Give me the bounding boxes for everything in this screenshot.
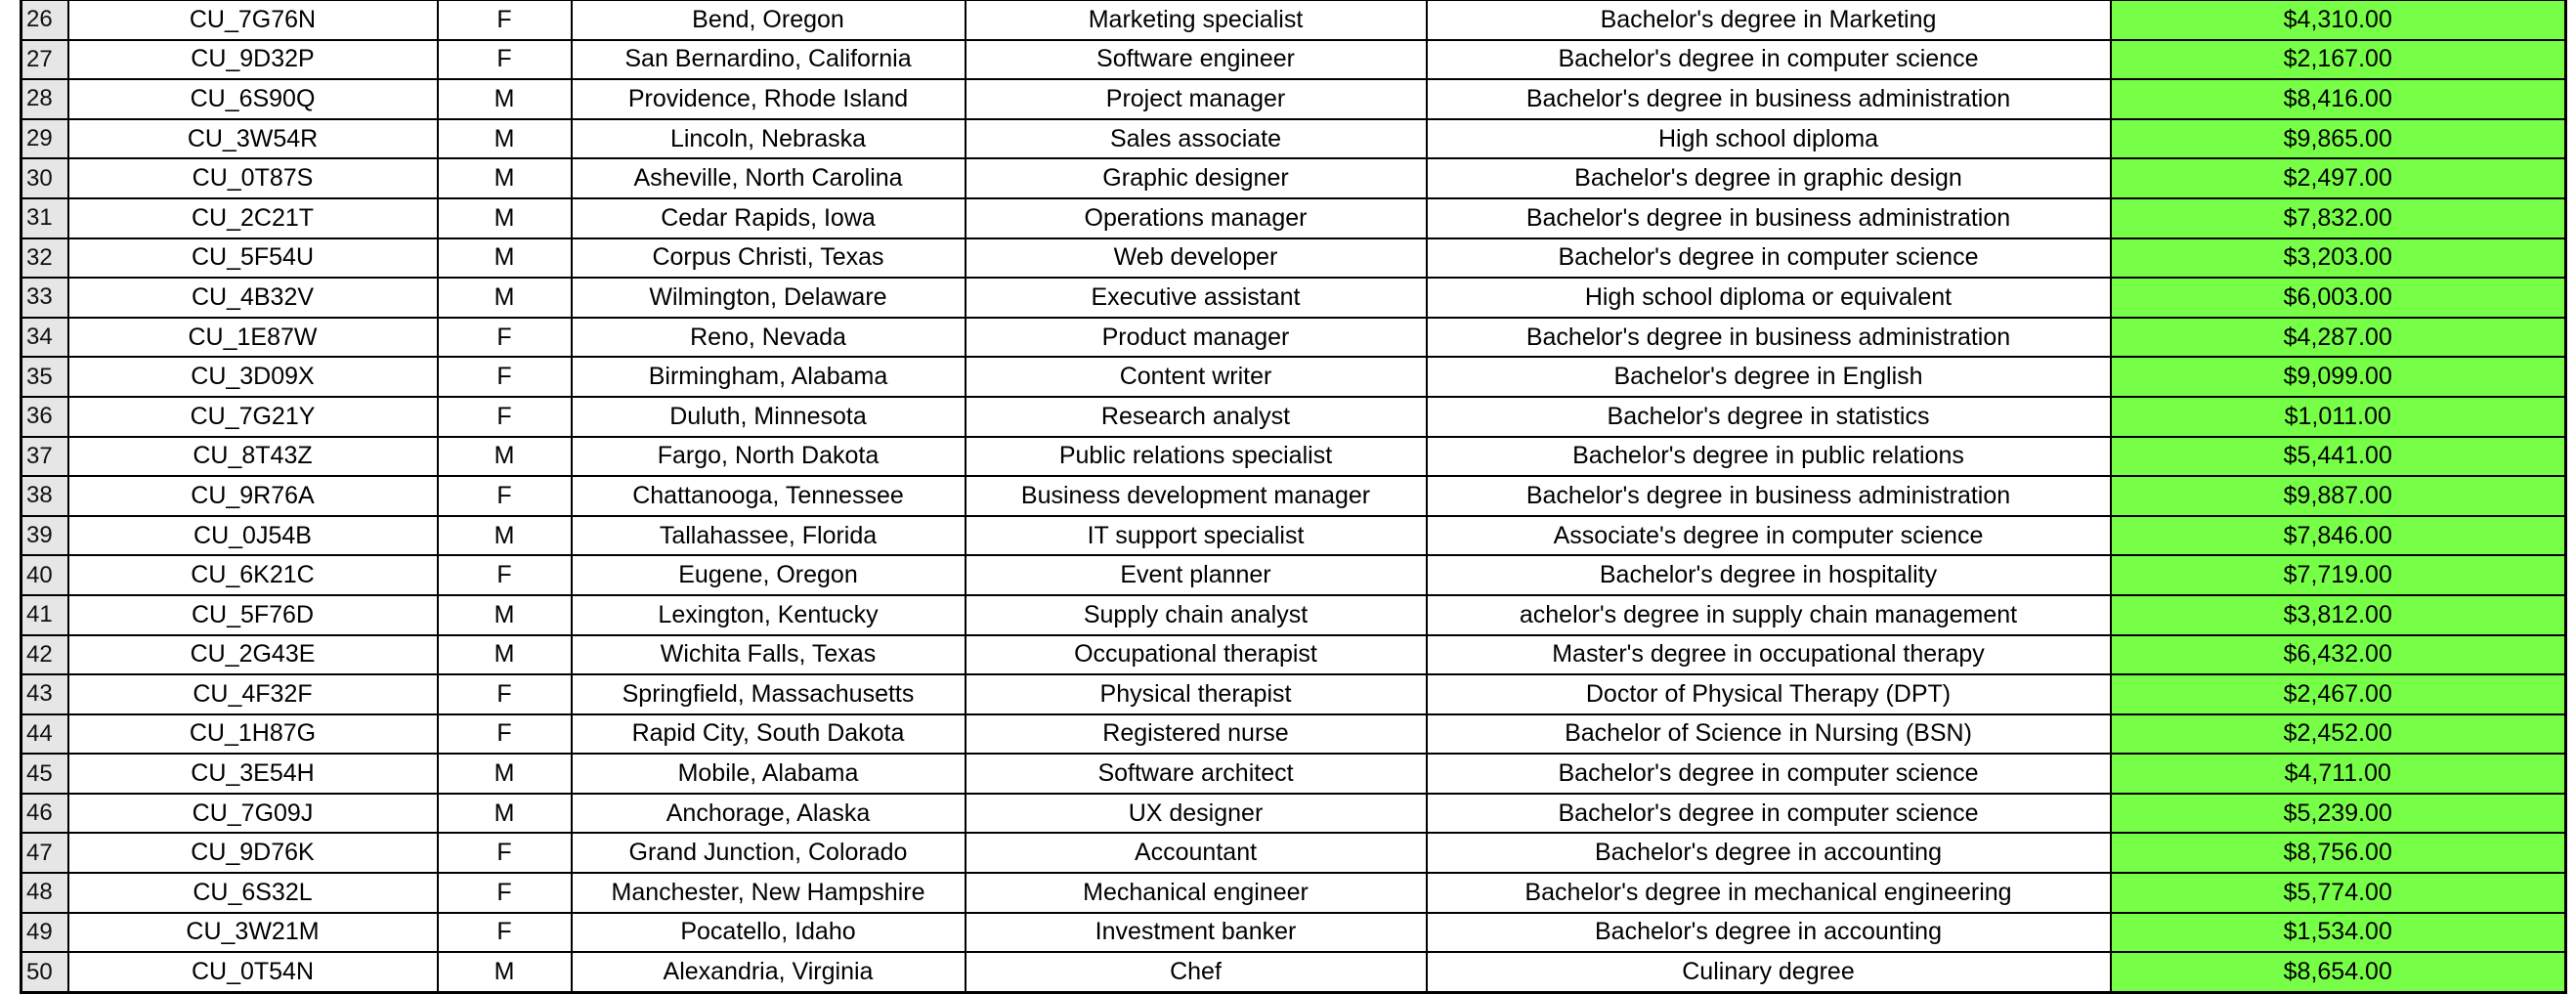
- amount-cell[interactable]: $6,003.00: [2111, 278, 2566, 318]
- education-cell[interactable]: Bachelor's degree in business administration: [1427, 318, 2111, 358]
- location-cell[interactable]: Asheville, North Carolina: [572, 158, 966, 198]
- amount-cell[interactable]: $2,452.00: [2111, 714, 2566, 755]
- location-cell[interactable]: Wichita Falls, Texas: [572, 635, 966, 675]
- amount-cell[interactable]: $4,711.00: [2111, 754, 2566, 794]
- education-cell[interactable]: Bachelor's degree in public relations: [1427, 437, 2111, 477]
- gender-cell[interactable]: M: [438, 238, 572, 279]
- table-row: [21, 79, 2566, 119]
- amount-cell[interactable]: $2,167.00: [2111, 40, 2566, 80]
- location-cell[interactable]: Lexington, Kentucky: [572, 595, 966, 635]
- gender-cell[interactable]: M: [438, 79, 572, 119]
- table-row: [21, 357, 2566, 397]
- occupation-cell[interactable]: UX designer: [966, 794, 1427, 834]
- customer-id-cell[interactable]: CU_4B32V: [68, 278, 438, 318]
- customer-id-cell[interactable]: CU_0T54N: [68, 952, 438, 992]
- occupation-cell[interactable]: Graphic designer: [966, 158, 1427, 198]
- amount-cell[interactable]: $3,203.00: [2111, 238, 2566, 279]
- location-cell[interactable]: Chattanooga, Tennessee: [572, 476, 966, 516]
- gender-cell[interactable]: M: [438, 595, 572, 635]
- customer-id-cell[interactable]: CU_0J54B: [68, 516, 438, 556]
- customer-id-cell[interactable]: CU_1H87G: [68, 714, 438, 755]
- education-cell[interactable]: Bachelor's degree in accounting: [1427, 913, 2111, 953]
- gender-cell[interactable]: M: [438, 635, 572, 675]
- row-number-cell[interactable]: 50: [21, 952, 68, 992]
- customer-id-cell[interactable]: CU_7G21Y: [68, 397, 438, 437]
- table-row: [21, 318, 2566, 358]
- amount-cell[interactable]: $2,467.00: [2111, 674, 2566, 714]
- location-cell[interactable]: Anchorage, Alaska: [572, 794, 966, 834]
- spreadsheet-body: [21, 1, 2566, 993]
- customer-id-cell[interactable]: CU_6S90Q: [68, 79, 438, 119]
- amount-cell[interactable]: $5,774.00: [2111, 873, 2566, 913]
- amount-cell[interactable]: $5,441.00: [2111, 437, 2566, 477]
- education-cell[interactable]: Bachelor's degree in accounting: [1427, 833, 2111, 873]
- occupation-cell[interactable]: Software engineer: [966, 40, 1427, 80]
- education-cell[interactable]: Bachelor's degree in computer science: [1427, 794, 2111, 834]
- table-row: [21, 794, 2566, 834]
- amount-cell[interactable]: $7,719.00: [2111, 555, 2566, 595]
- location-cell[interactable]: Tallahassee, Florida: [572, 516, 966, 556]
- customer-id-cell[interactable]: CU_2C21T: [68, 198, 438, 238]
- customer-id-cell[interactable]: CU_8T43Z: [68, 437, 438, 477]
- occupation-cell[interactable]: Mechanical engineer: [966, 873, 1427, 913]
- row-number-cell[interactable]: 47: [21, 833, 68, 873]
- location-cell[interactable]: Reno, Nevada: [572, 318, 966, 358]
- location-cell[interactable]: Providence, Rhode Island: [572, 79, 966, 119]
- row-number-cell[interactable]: 41: [21, 595, 68, 635]
- customer-id-cell[interactable]: CU_4F32F: [68, 674, 438, 714]
- location-cell[interactable]: Grand Junction, Colorado: [572, 833, 966, 873]
- location-cell[interactable]: Bend, Oregon: [572, 1, 966, 40]
- customer-id-cell[interactable]: CU_3E54H: [68, 754, 438, 794]
- amount-cell[interactable]: $9,865.00: [2111, 119, 2566, 159]
- education-cell[interactable]: Bachelor's degree in English: [1427, 357, 2111, 397]
- amount-cell[interactable]: $8,756.00: [2111, 833, 2566, 873]
- customer-id-cell[interactable]: CU_5F76D: [68, 595, 438, 635]
- customer-id-cell[interactable]: CU_5F54U: [68, 238, 438, 279]
- gender-cell[interactable]: F: [438, 397, 572, 437]
- gender-cell[interactable]: F: [438, 833, 572, 873]
- occupation-cell[interactable]: Software architect: [966, 754, 1427, 794]
- education-cell[interactable]: High school diploma: [1427, 119, 2111, 159]
- customer-id-cell[interactable]: CU_9D32P: [68, 40, 438, 80]
- row-number-cell[interactable]: 48: [21, 873, 68, 913]
- education-cell[interactable]: achelor's degree in supply chain management: [1427, 595, 2111, 635]
- gender-cell[interactable]: F: [438, 357, 572, 397]
- row-number-cell[interactable]: 33: [21, 278, 68, 318]
- row-number-cell[interactable]: 28: [21, 79, 68, 119]
- location-cell[interactable]: Eugene, Oregon: [572, 555, 966, 595]
- row-number-cell[interactable]: 32: [21, 238, 68, 279]
- table-row: [21, 952, 2566, 992]
- customer-id-cell[interactable]: CU_9R76A: [68, 476, 438, 516]
- table-row: [21, 516, 2566, 556]
- row-number-cell[interactable]: 40: [21, 555, 68, 595]
- occupation-cell[interactable]: Research analyst: [966, 397, 1427, 437]
- table-row: [21, 635, 2566, 675]
- education-cell[interactable]: Bachelor's degree in computer science: [1427, 238, 2111, 279]
- table-row: [21, 397, 2566, 437]
- gender-cell[interactable]: F: [438, 674, 572, 714]
- row-number-cell[interactable]: 31: [21, 198, 68, 238]
- customer-id-cell[interactable]: CU_3D09X: [68, 357, 438, 397]
- education-cell[interactable]: Bachelor's degree in computer science: [1427, 40, 2111, 80]
- education-cell[interactable]: Doctor of Physical Therapy (DPT): [1427, 674, 2111, 714]
- gender-cell[interactable]: F: [438, 913, 572, 953]
- gender-cell[interactable]: F: [438, 476, 572, 516]
- location-cell[interactable]: Birmingham, Alabama: [572, 357, 966, 397]
- occupation-cell[interactable]: Marketing specialist: [966, 1, 1427, 40]
- occupation-cell[interactable]: Product manager: [966, 318, 1427, 358]
- amount-cell[interactable]: $2,497.00: [2111, 158, 2566, 198]
- row-number-cell[interactable]: 35: [21, 357, 68, 397]
- gender-cell[interactable]: F: [438, 555, 572, 595]
- row-number-cell[interactable]: 36: [21, 397, 68, 437]
- amount-cell[interactable]: $9,099.00: [2111, 357, 2566, 397]
- table-row: [21, 476, 2566, 516]
- education-cell[interactable]: Bachelor's degree in business administration: [1427, 79, 2111, 119]
- table-row: [21, 238, 2566, 279]
- gender-cell[interactable]: F: [438, 318, 572, 358]
- customer-id-cell[interactable]: CU_6S32L: [68, 873, 438, 913]
- customer-id-cell[interactable]: CU_3W21M: [68, 913, 438, 953]
- customer-id-cell[interactable]: CU_6K21C: [68, 555, 438, 595]
- amount-cell[interactable]: $1,011.00: [2111, 397, 2566, 437]
- table-row: [21, 714, 2566, 755]
- education-cell[interactable]: Bachelor's degree in business administration: [1427, 476, 2111, 516]
- table-row: [21, 158, 2566, 198]
- education-cell[interactable]: Bachelor's degree in graphic design: [1427, 158, 2111, 198]
- row-number-cell[interactable]: 26: [21, 1, 68, 40]
- occupation-cell[interactable]: Sales associate: [966, 119, 1427, 159]
- location-cell[interactable]: Rapid City, South Dakota: [572, 714, 966, 755]
- gender-cell[interactable]: F: [438, 714, 572, 755]
- location-cell[interactable]: Mobile, Alabama: [572, 754, 966, 794]
- occupation-cell[interactable]: Physical therapist: [966, 674, 1427, 714]
- table-row: [21, 913, 2566, 953]
- amount-cell[interactable]: $7,832.00: [2111, 198, 2566, 238]
- education-cell[interactable]: Bachelor's degree in computer science: [1427, 754, 2111, 794]
- location-cell[interactable]: Fargo, North Dakota: [572, 437, 966, 477]
- occupation-cell[interactable]: IT support specialist: [966, 516, 1427, 556]
- row-number-cell[interactable]: 29: [21, 119, 68, 159]
- customer-id-cell[interactable]: CU_1E87W: [68, 318, 438, 358]
- table-row: [21, 1, 2566, 40]
- amount-cell[interactable]: $5,239.00: [2111, 794, 2566, 834]
- gender-cell[interactable]: M: [438, 516, 572, 556]
- gender-cell[interactable]: M: [438, 794, 572, 834]
- education-cell[interactable]: Culinary degree: [1427, 952, 2111, 992]
- location-cell[interactable]: Corpus Christi, Texas: [572, 238, 966, 279]
- education-cell[interactable]: Bachelor of Science in Nursing (BSN): [1427, 714, 2111, 755]
- gender-cell[interactable]: F: [438, 873, 572, 913]
- location-cell[interactable]: Lincoln, Nebraska: [572, 119, 966, 159]
- customer-id-cell[interactable]: CU_2G43E: [68, 635, 438, 675]
- table-row: [21, 595, 2566, 635]
- table-row: [21, 40, 2566, 80]
- occupation-cell[interactable]: Accountant: [966, 833, 1427, 873]
- education-cell[interactable]: Master's degree in occupational therapy: [1427, 635, 2111, 675]
- table-row: [21, 278, 2566, 318]
- row-number-cell[interactable]: 45: [21, 754, 68, 794]
- amount-cell[interactable]: $7,846.00: [2111, 516, 2566, 556]
- customer-id-cell[interactable]: CU_0T87S: [68, 158, 438, 198]
- row-number-cell[interactable]: 39: [21, 516, 68, 556]
- customer-id-cell[interactable]: CU_7G76N: [68, 1, 438, 40]
- occupation-cell[interactable]: Occupational therapist: [966, 635, 1427, 675]
- gender-cell[interactable]: M: [438, 278, 572, 318]
- row-number-cell[interactable]: 34: [21, 318, 68, 358]
- occupation-cell[interactable]: Operations manager: [966, 198, 1427, 238]
- amount-cell[interactable]: $3,812.00: [2111, 595, 2566, 635]
- table-row: [21, 555, 2566, 595]
- table-row: [21, 437, 2566, 477]
- education-cell[interactable]: Bachelor's degree in statistics: [1427, 397, 2111, 437]
- customer-id-cell[interactable]: CU_7G09J: [68, 794, 438, 834]
- gender-cell[interactable]: F: [438, 40, 572, 80]
- location-cell[interactable]: Duluth, Minnesota: [572, 397, 966, 437]
- education-cell[interactable]: Associate's degree in computer science: [1427, 516, 2111, 556]
- table-row: [21, 873, 2566, 913]
- row-number-cell[interactable]: 38: [21, 476, 68, 516]
- table-row: [21, 119, 2566, 159]
- row-number-cell[interactable]: 37: [21, 437, 68, 477]
- gender-cell[interactable]: M: [438, 754, 572, 794]
- row-number-cell[interactable]: 30: [21, 158, 68, 198]
- occupation-cell[interactable]: Investment banker: [966, 913, 1427, 953]
- occupation-cell[interactable]: Event planner: [966, 555, 1427, 595]
- gender-cell[interactable]: M: [438, 437, 572, 477]
- education-cell[interactable]: Bachelor's degree in Marketing: [1427, 1, 2111, 40]
- gender-cell[interactable]: F: [438, 1, 572, 40]
- amount-cell[interactable]: $1,534.00: [2111, 913, 2566, 953]
- location-cell[interactable]: San Bernardino, California: [572, 40, 966, 80]
- amount-cell[interactable]: $8,654.00: [2111, 952, 2566, 992]
- location-cell[interactable]: Alexandria, Virginia: [572, 952, 966, 992]
- customer-id-cell[interactable]: CU_9D76K: [68, 833, 438, 873]
- table-row: [21, 833, 2566, 873]
- education-cell[interactable]: Bachelor's degree in business administration: [1427, 198, 2111, 238]
- row-number-cell[interactable]: 49: [21, 913, 68, 953]
- occupation-cell[interactable]: Executive assistant: [966, 278, 1427, 318]
- location-cell[interactable]: Wilmington, Delaware: [572, 278, 966, 318]
- amount-cell[interactable]: $8,416.00: [2111, 79, 2566, 119]
- row-number-cell[interactable]: 27: [21, 40, 68, 80]
- location-cell[interactable]: Springfield, Massachusetts: [572, 674, 966, 714]
- location-cell[interactable]: Manchester, New Hampshire: [572, 873, 966, 913]
- amount-cell[interactable]: $4,310.00: [2111, 1, 2566, 40]
- gender-cell[interactable]: M: [438, 198, 572, 238]
- gender-cell[interactable]: M: [438, 952, 572, 992]
- table-row: [21, 198, 2566, 238]
- education-cell[interactable]: Bachelor's degree in hospitality: [1427, 555, 2111, 595]
- location-cell[interactable]: Cedar Rapids, Iowa: [572, 198, 966, 238]
- amount-cell[interactable]: $6,432.00: [2111, 635, 2566, 675]
- row-number-cell[interactable]: 44: [21, 714, 68, 755]
- occupation-cell[interactable]: Business development manager: [966, 476, 1427, 516]
- row-number-cell[interactable]: 46: [21, 794, 68, 834]
- gender-cell[interactable]: M: [438, 119, 572, 159]
- row-number-cell[interactable]: 42: [21, 635, 68, 675]
- occupation-cell[interactable]: Chef: [966, 952, 1427, 992]
- occupation-cell[interactable]: Public relations specialist: [966, 437, 1427, 477]
- occupation-cell[interactable]: Web developer: [966, 238, 1427, 279]
- customer-id-cell[interactable]: CU_3W54R: [68, 119, 438, 159]
- occupation-cell[interactable]: Supply chain analyst: [966, 595, 1427, 635]
- occupation-cell[interactable]: Registered nurse: [966, 714, 1427, 755]
- occupation-cell[interactable]: Project manager: [966, 79, 1427, 119]
- location-cell[interactable]: Pocatello, Idaho: [572, 913, 966, 953]
- row-number-cell[interactable]: 43: [21, 674, 68, 714]
- education-cell[interactable]: High school diploma or equivalent: [1427, 278, 2111, 318]
- table-row: [21, 754, 2566, 794]
- occupation-cell[interactable]: Content writer: [966, 357, 1427, 397]
- gender-cell[interactable]: M: [438, 158, 572, 198]
- amount-cell[interactable]: $4,287.00: [2111, 318, 2566, 358]
- spreadsheet-grid: [20, 0, 2567, 994]
- education-cell[interactable]: Bachelor's degree in mechanical engineering: [1427, 873, 2111, 913]
- amount-cell[interactable]: $9,887.00: [2111, 476, 2566, 516]
- table-row: [21, 674, 2566, 714]
